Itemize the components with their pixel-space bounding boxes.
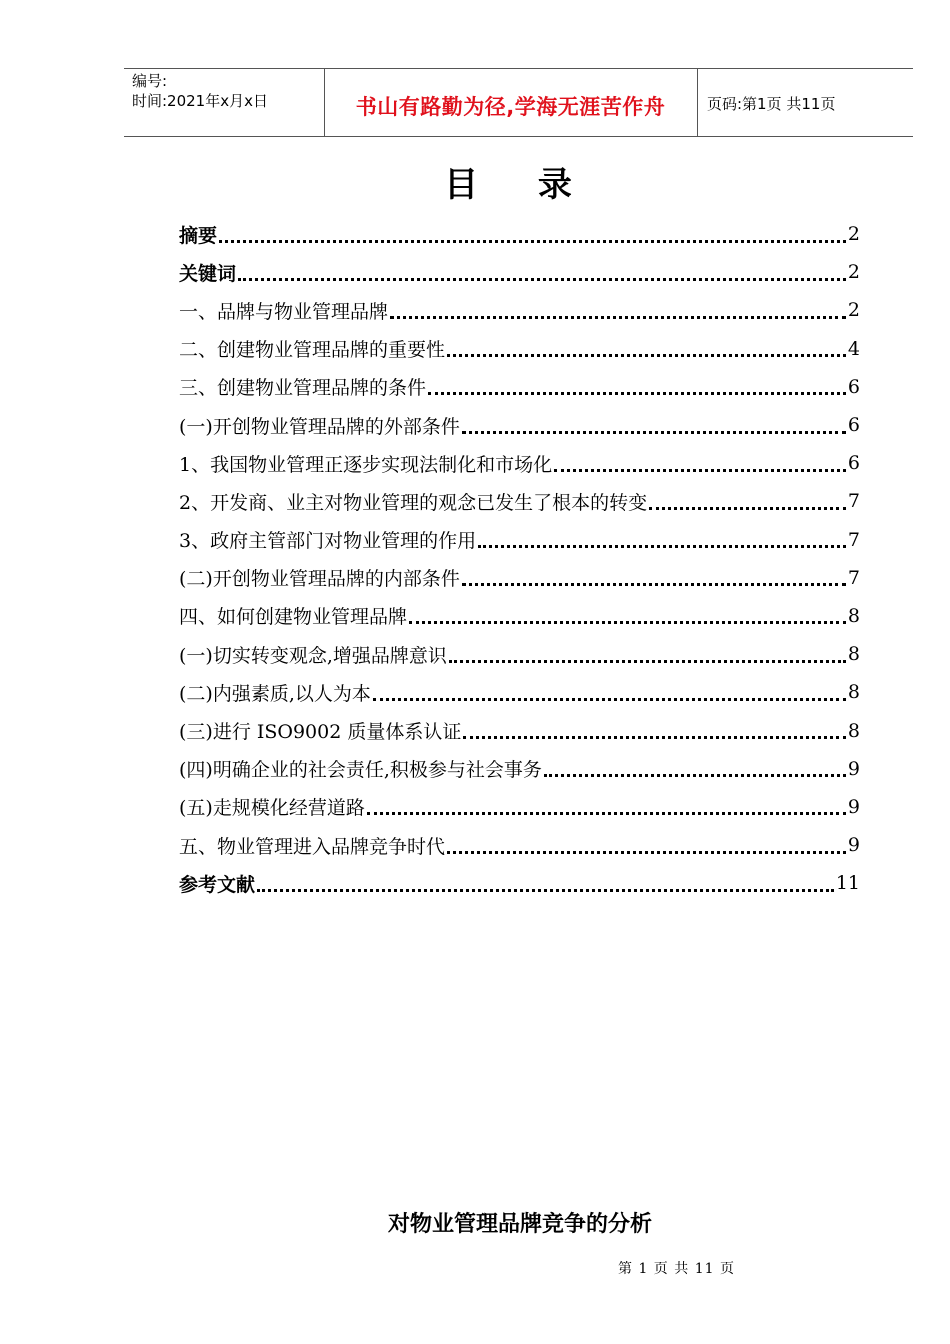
toc-entry-page: 4	[847, 337, 860, 360]
toc-title: 目 录	[444, 165, 596, 205]
document-title: 对物业管理品牌竞争的分析	[387, 1212, 652, 1237]
toc-entry[interactable]	[179, 711, 860, 749]
toc-entry[interactable]	[179, 559, 860, 597]
toc-entry[interactable]	[179, 444, 860, 482]
toc-leader-dots	[447, 831, 846, 854]
toc-entry[interactable]	[179, 597, 860, 635]
toc-entry-text: 摘要	[179, 224, 218, 247]
toc-entry-page: 2	[847, 299, 860, 322]
toc-leader-dots	[463, 716, 846, 739]
toc-entry-text: 参考文献	[179, 873, 256, 896]
toc-entry-page: 7	[847, 566, 860, 589]
toc-entry-text: (三)进行 ISO9002 质量体系认证	[179, 721, 462, 744]
toc-entry-text: 五、物业管理进入品牌竞争时代	[179, 835, 446, 858]
toc-entry-page: 8	[847, 681, 860, 704]
toc-entry-page: 8	[847, 604, 860, 627]
toc-entry-page: 9	[847, 834, 860, 857]
toc-entry-page: 11	[835, 872, 860, 895]
toc-leader-dots	[554, 449, 846, 472]
toc-leader-dots	[238, 258, 846, 281]
toc-leader-dots	[373, 678, 846, 701]
toc-entry-text: 2、开发商、业主对物业管理的观念已发生了根本的转变	[179, 491, 648, 514]
toc-entry[interactable]	[179, 635, 860, 673]
toc-entry-text: 1、我国物业管理正逐步实现法制化和市场化	[179, 453, 553, 476]
toc-entry[interactable]	[179, 673, 860, 711]
header-page-info: 页码:第1页 共11页	[707, 95, 836, 113]
toc-entry[interactable]	[179, 788, 860, 826]
toc-entry[interactable]	[179, 482, 860, 520]
serial-label: 编号:	[132, 72, 168, 90]
toc-leader-dots	[219, 220, 846, 243]
toc-entry-text: (二)内强素质,以人为本	[179, 682, 371, 705]
toc-entry-page: 6	[847, 414, 860, 437]
header-motto: 书山有路勤为径,学海无涯苦作舟	[355, 95, 666, 119]
toc-entry-page: 7	[847, 490, 860, 513]
toc-entry-text: (一)开创物业管理品牌的外部条件	[179, 415, 460, 438]
page-footer: 第 1 页 共 11 页	[618, 1261, 735, 1277]
toc-entry[interactable]	[179, 864, 860, 902]
toc-entry-page: 8	[847, 643, 860, 666]
toc-leader-dots	[428, 372, 846, 395]
toc-entry[interactable]	[179, 291, 860, 329]
toc-entry-text: 关键词	[179, 262, 237, 285]
toc-entry-page: 2	[847, 261, 860, 284]
toc-entry-page: 8	[847, 719, 860, 742]
toc-entry[interactable]	[179, 215, 860, 253]
page-header	[124, 68, 913, 137]
toc-entry-page: 9	[847, 795, 860, 818]
toc-entry-page: 6	[847, 452, 860, 475]
time-label: 时间:2021年x月x日	[132, 92, 268, 110]
toc-leader-dots	[462, 411, 846, 434]
toc-entry-text: (二)开创物业管理品牌的内部条件	[179, 568, 460, 591]
toc-entry-text: (五)走规模化经营道路	[179, 797, 365, 820]
toc-entry-text: (一)切实转变观念,增强品牌意识	[179, 644, 447, 667]
header-divider	[697, 69, 698, 136]
toc-leader-dots	[447, 334, 846, 357]
toc-leader-dots	[449, 640, 846, 663]
toc-leader-dots	[462, 563, 846, 586]
toc-entry[interactable]	[179, 750, 860, 788]
toc-leader-dots	[390, 296, 846, 319]
toc-leader-dots	[367, 792, 846, 815]
toc-leader-dots	[478, 525, 846, 548]
toc-entry[interactable]	[179, 826, 860, 864]
toc-entry-page: 2	[847, 223, 860, 246]
toc-entry[interactable]	[179, 330, 860, 368]
toc-entry[interactable]	[179, 406, 860, 444]
toc-entry-text: 四、如何创建物业管理品牌	[179, 606, 408, 629]
table-of-contents	[179, 215, 860, 902]
toc-entry-text: 二、创建物业管理品牌的重要性	[179, 339, 446, 362]
toc-entry-page: 7	[847, 528, 860, 551]
toc-leader-dots	[409, 601, 846, 624]
toc-entry-text: 一、品牌与物业管理品牌	[179, 300, 389, 323]
toc-entry[interactable]	[179, 368, 860, 406]
toc-entry-text: 3、政府主管部门对物业管理的作用	[179, 530, 477, 553]
toc-entry-page: 6	[847, 375, 860, 398]
toc-leader-dots	[257, 869, 834, 892]
toc-leader-dots	[544, 754, 846, 777]
toc-entry-page: 9	[847, 757, 860, 780]
toc-entry-text: 三、创建物业管理品牌的条件	[179, 377, 427, 400]
toc-entry-text: (四)明确企业的社会责任,积极参与社会事务	[179, 759, 542, 782]
toc-leader-dots	[649, 487, 846, 510]
header-meta	[132, 71, 322, 111]
toc-entry[interactable]	[179, 253, 860, 291]
toc-entry[interactable]	[179, 521, 860, 559]
